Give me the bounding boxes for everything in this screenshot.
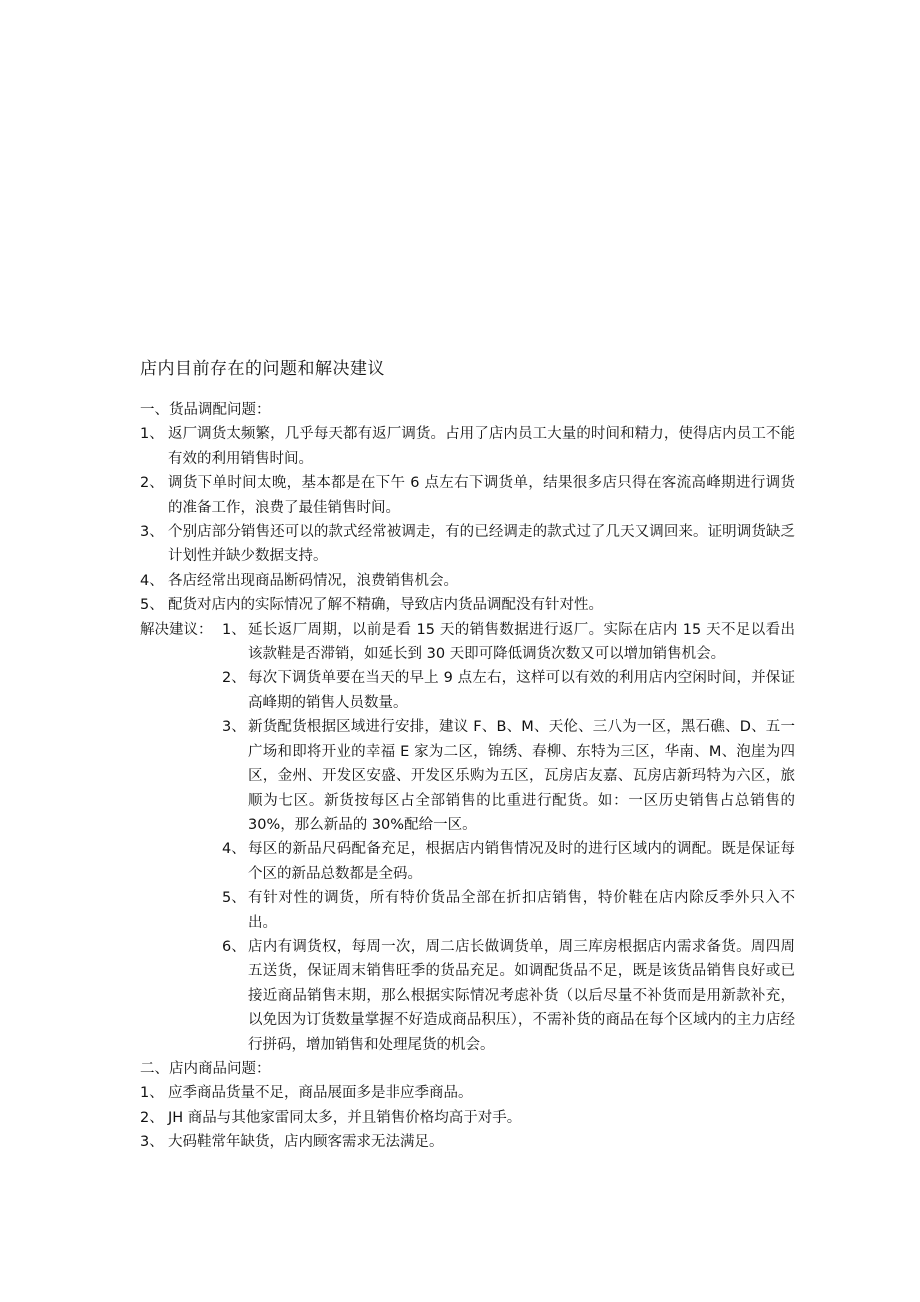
section1-heading: 一、货品调配问题： bbox=[140, 402, 271, 418]
list-item bbox=[222, 837, 795, 886]
item-number: 3、 bbox=[140, 524, 164, 541]
item-text: 有针对性的调货，所有特价货品全部在折扣店销售，特价鞋在店内除反季外只入不出。 bbox=[248, 890, 795, 931]
list-item bbox=[140, 1106, 795, 1130]
list-item bbox=[222, 715, 795, 837]
section2-heading: 二、店内商品问题： bbox=[140, 1060, 271, 1077]
list-item bbox=[222, 935, 795, 1057]
list-item bbox=[222, 666, 795, 715]
item-text: 配货对店内的实际情况了解不精确，导致店内货品调配没有针对性。 bbox=[168, 597, 603, 614]
list-item bbox=[140, 520, 795, 569]
solutions-list bbox=[222, 618, 795, 1057]
item-text: 个别店部分销售还可以的款式经常被调走，有的已经调走的款式过了几天又调回来。证明调货缺乏计划性并缺少数据支持。 bbox=[168, 524, 795, 565]
list-item bbox=[222, 886, 795, 935]
item-text: 店内有调货权，每周一次，周二店长做调货单，周三库房根据店内需求备货。周四周五送货，保证周末销售旺季的货品充足。如调配货品不足，既是该货品销售良好或已接近商品销售末期，那么根据实际情况考虑补货（以后尽量不补货而是用新款补充，以免因为订货数量掌握不好造成商品积压），不需补货的商品在每个区域内的主力店经行拼码，增加销售和处理尾货的机会。 bbox=[248, 938, 795, 1053]
item-number: 3、 bbox=[140, 1134, 164, 1151]
solutions-label: 解决建议： bbox=[140, 621, 213, 638]
item-text: 每次下调货单要在当天的早上 9 点左右，这样可以有效的利用店内空闲时间，并保证高峰期的销售人员数量。 bbox=[248, 670, 795, 711]
list-item bbox=[222, 618, 795, 667]
item-text: 返厂调货太频繁，几乎每天都有返厂调货。占用了店内员工大量的时间和精力，使得店内员工不能有效的利用销售时间。 bbox=[168, 426, 795, 467]
item-text: 各店经常出现商品断码情况，浪费销售机会。 bbox=[168, 572, 458, 589]
item-text: JH 商品与其他家雷同太多，并且销售价格均高于对手。 bbox=[168, 1109, 522, 1126]
list-item bbox=[140, 1081, 795, 1105]
item-number: 6、 bbox=[222, 938, 246, 955]
item-number: 1、 bbox=[140, 1085, 164, 1102]
item-number: 5、 bbox=[222, 890, 246, 907]
solutions-block bbox=[140, 618, 795, 1057]
item-text: 每区的新品尺码配备充足，根据店内销售情况及时的进行区域内的调配。既是保证每个区的新品总数都是全码。 bbox=[248, 841, 795, 882]
item-number: 2、 bbox=[140, 1109, 164, 1126]
item-text: 延长返厂周期，以前是看 15 天的销售数据进行返厂。实际在店内 15 天不足以看出该款鞋是否滞销，如延长到 30 天即可降低调货次数又可以增加销售机会。 bbox=[248, 621, 795, 663]
item-number: 2、 bbox=[140, 475, 164, 492]
item-number: 4、 bbox=[222, 841, 246, 858]
item-number: 2、 bbox=[222, 670, 246, 687]
list-item bbox=[140, 593, 795, 617]
list-item bbox=[140, 422, 795, 471]
list-item bbox=[140, 471, 795, 520]
item-number: 1、 bbox=[140, 426, 164, 443]
item-number: 5、 bbox=[140, 597, 164, 614]
item-number: 1、 bbox=[222, 621, 246, 638]
item-text: 调货下单时间太晚，基本都是在下午 6 点左右下调货单，结果很多店只得在客流高峰期进行调货的准备工作，浪费了最佳销售时间。 bbox=[168, 475, 795, 516]
item-number: 3、 bbox=[222, 719, 246, 736]
document-body bbox=[140, 398, 795, 1155]
document-title: 店内目前存在的问题和解决建议 bbox=[140, 359, 385, 379]
list-item bbox=[140, 1130, 795, 1154]
list-item bbox=[140, 569, 795, 593]
item-text: 大码鞋常年缺货，店内顾客需求无法满足。 bbox=[168, 1134, 444, 1151]
item-number: 4、 bbox=[140, 572, 164, 589]
item-text: 新货配货根据区域进行安排，建议 F、B、M、天伦、三八为一区，黑石礁、D、五一广场和即将开业的幸福 E 家为二区，锦绣、春柳、东特为三区，华南、M、泡崖为四区，金州、开发区安盛、开发区乐购为五区，瓦房店友嘉、瓦房店新玛特为六区，旅顺为七区。新货按每区占全部销售的比重进行配货。如：一区历史销售占总销售的 30%，那么新品的 30%配给一区。 bbox=[248, 719, 795, 833]
item-text: 应季商品货量不足，商品展面多是非应季商品。 bbox=[168, 1085, 473, 1102]
